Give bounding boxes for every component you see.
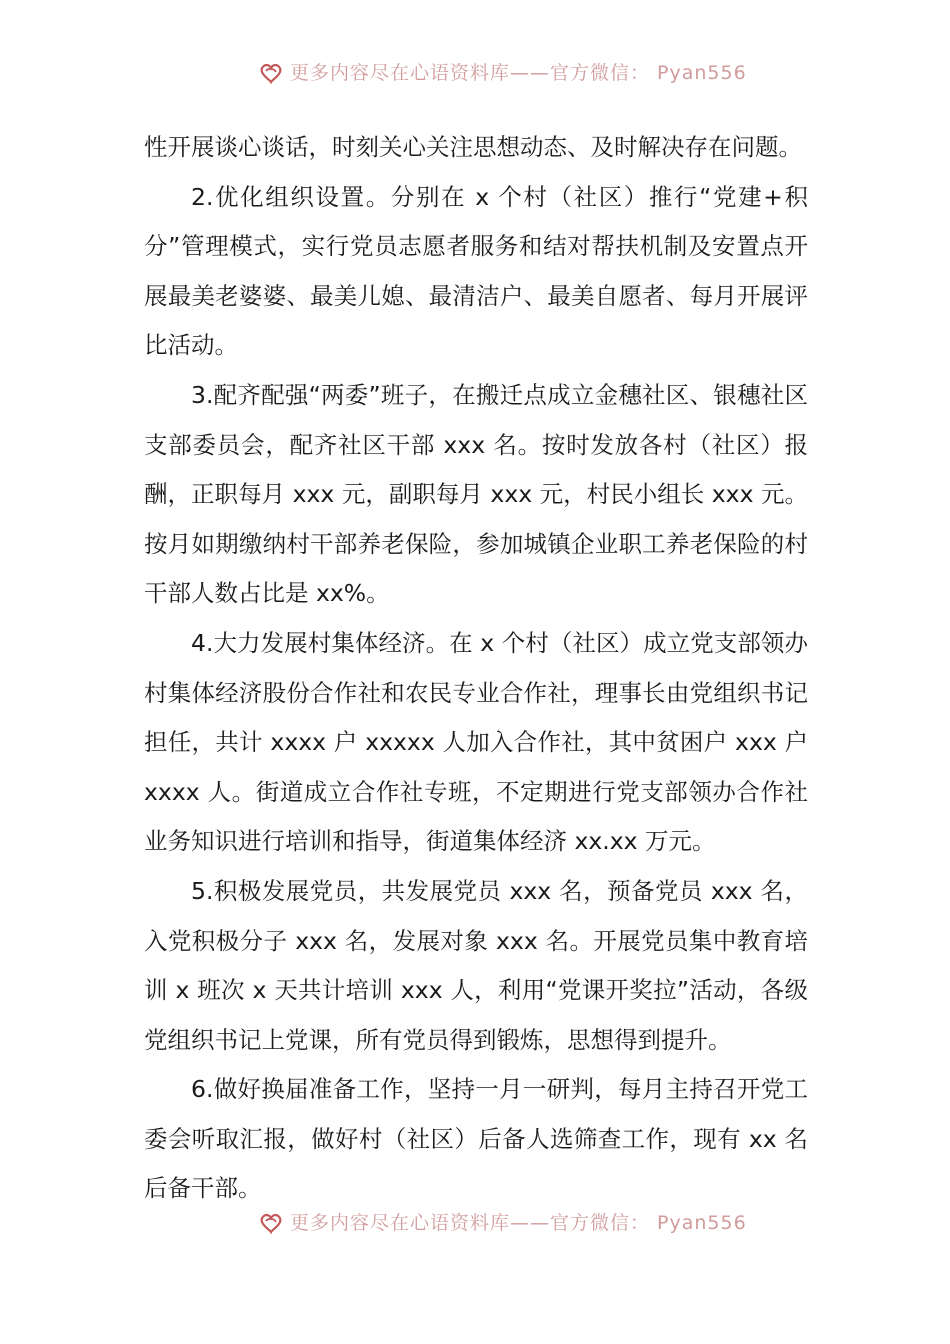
watermark-text: 更多内容尽在心语资料库——官方微信： Pyan556 — [290, 1211, 747, 1234]
heart-swirl-logo-icon — [258, 1208, 284, 1234]
watermark-text: 更多内容尽在心语资料库——官方微信： Pyan556 — [290, 61, 747, 84]
paragraph-item-2: 2.优化组织设置。分别在 x 个村（社区）推行“党建+积分”管理模式，实行党员志愿者服务和结对帮扶机制及安置点开展最美老婆婆、最美儿媳、最清洁户、最美自愿者、每月开展评比活动。 — [144, 182, 808, 360]
paragraph-continuation: 性开展谈心谈话，时刻关心关注思想动态、及时解决存在问题。 — [144, 133, 802, 161]
document-body — [144, 123, 808, 1214]
paragraph-item-6: 6.做好换届准备工作，坚持一月一研判，每月主持召开党工委会听取汇报，做好村（社区）后备人选筛查工作，现有 xx 名后备干部。 — [144, 1075, 808, 1203]
paragraph-item-4: 4.大力发展村集体经济。在 x 个村（社区）成立党支部领办村集体经济股份合作社和农民专业合作社，理事长由党组织书记担任，共计 xxxx 户 xxxxx 人加入合作社，其中贫困户 xxx 户 xxxx 人。街道成立合作社专班，不定期进行党支部领办合作社业务知识进行培训和指导，街道集体经济 xx.xx 万元。 — [144, 628, 808, 856]
footer-watermark — [258, 1208, 747, 1234]
heart-swirl-logo-icon — [258, 58, 284, 84]
paragraph-item-3: 3.配齐配强“两委”班子，在搬迁点成立金穗社区、银穗社区支部委员会，配齐社区干部 xxx 名。按时发放各村（社区）报酬，正职每月 xxx 元，副职每月 xxx 元，村民小组长 xxx 元。按月如期缴纳村干部养老保险，参加城镇企业职工养老保险的村干部人数占比是 xx%。 — [144, 380, 808, 608]
paragraph-item-5: 5.积极发展党员，共发展党员 xxx 名，预备党员 xxx 名，入党积极分子 xxx 名，发展对象 xxx 名。开展党员集中教育培训 x 班次 x 天共计培训 xxx 人，利用“党课开奖拉”活动，各级党组织书记上党课，所有党员得到锻炼，思想得到提升。 — [144, 876, 808, 1054]
header-watermark — [258, 58, 747, 84]
